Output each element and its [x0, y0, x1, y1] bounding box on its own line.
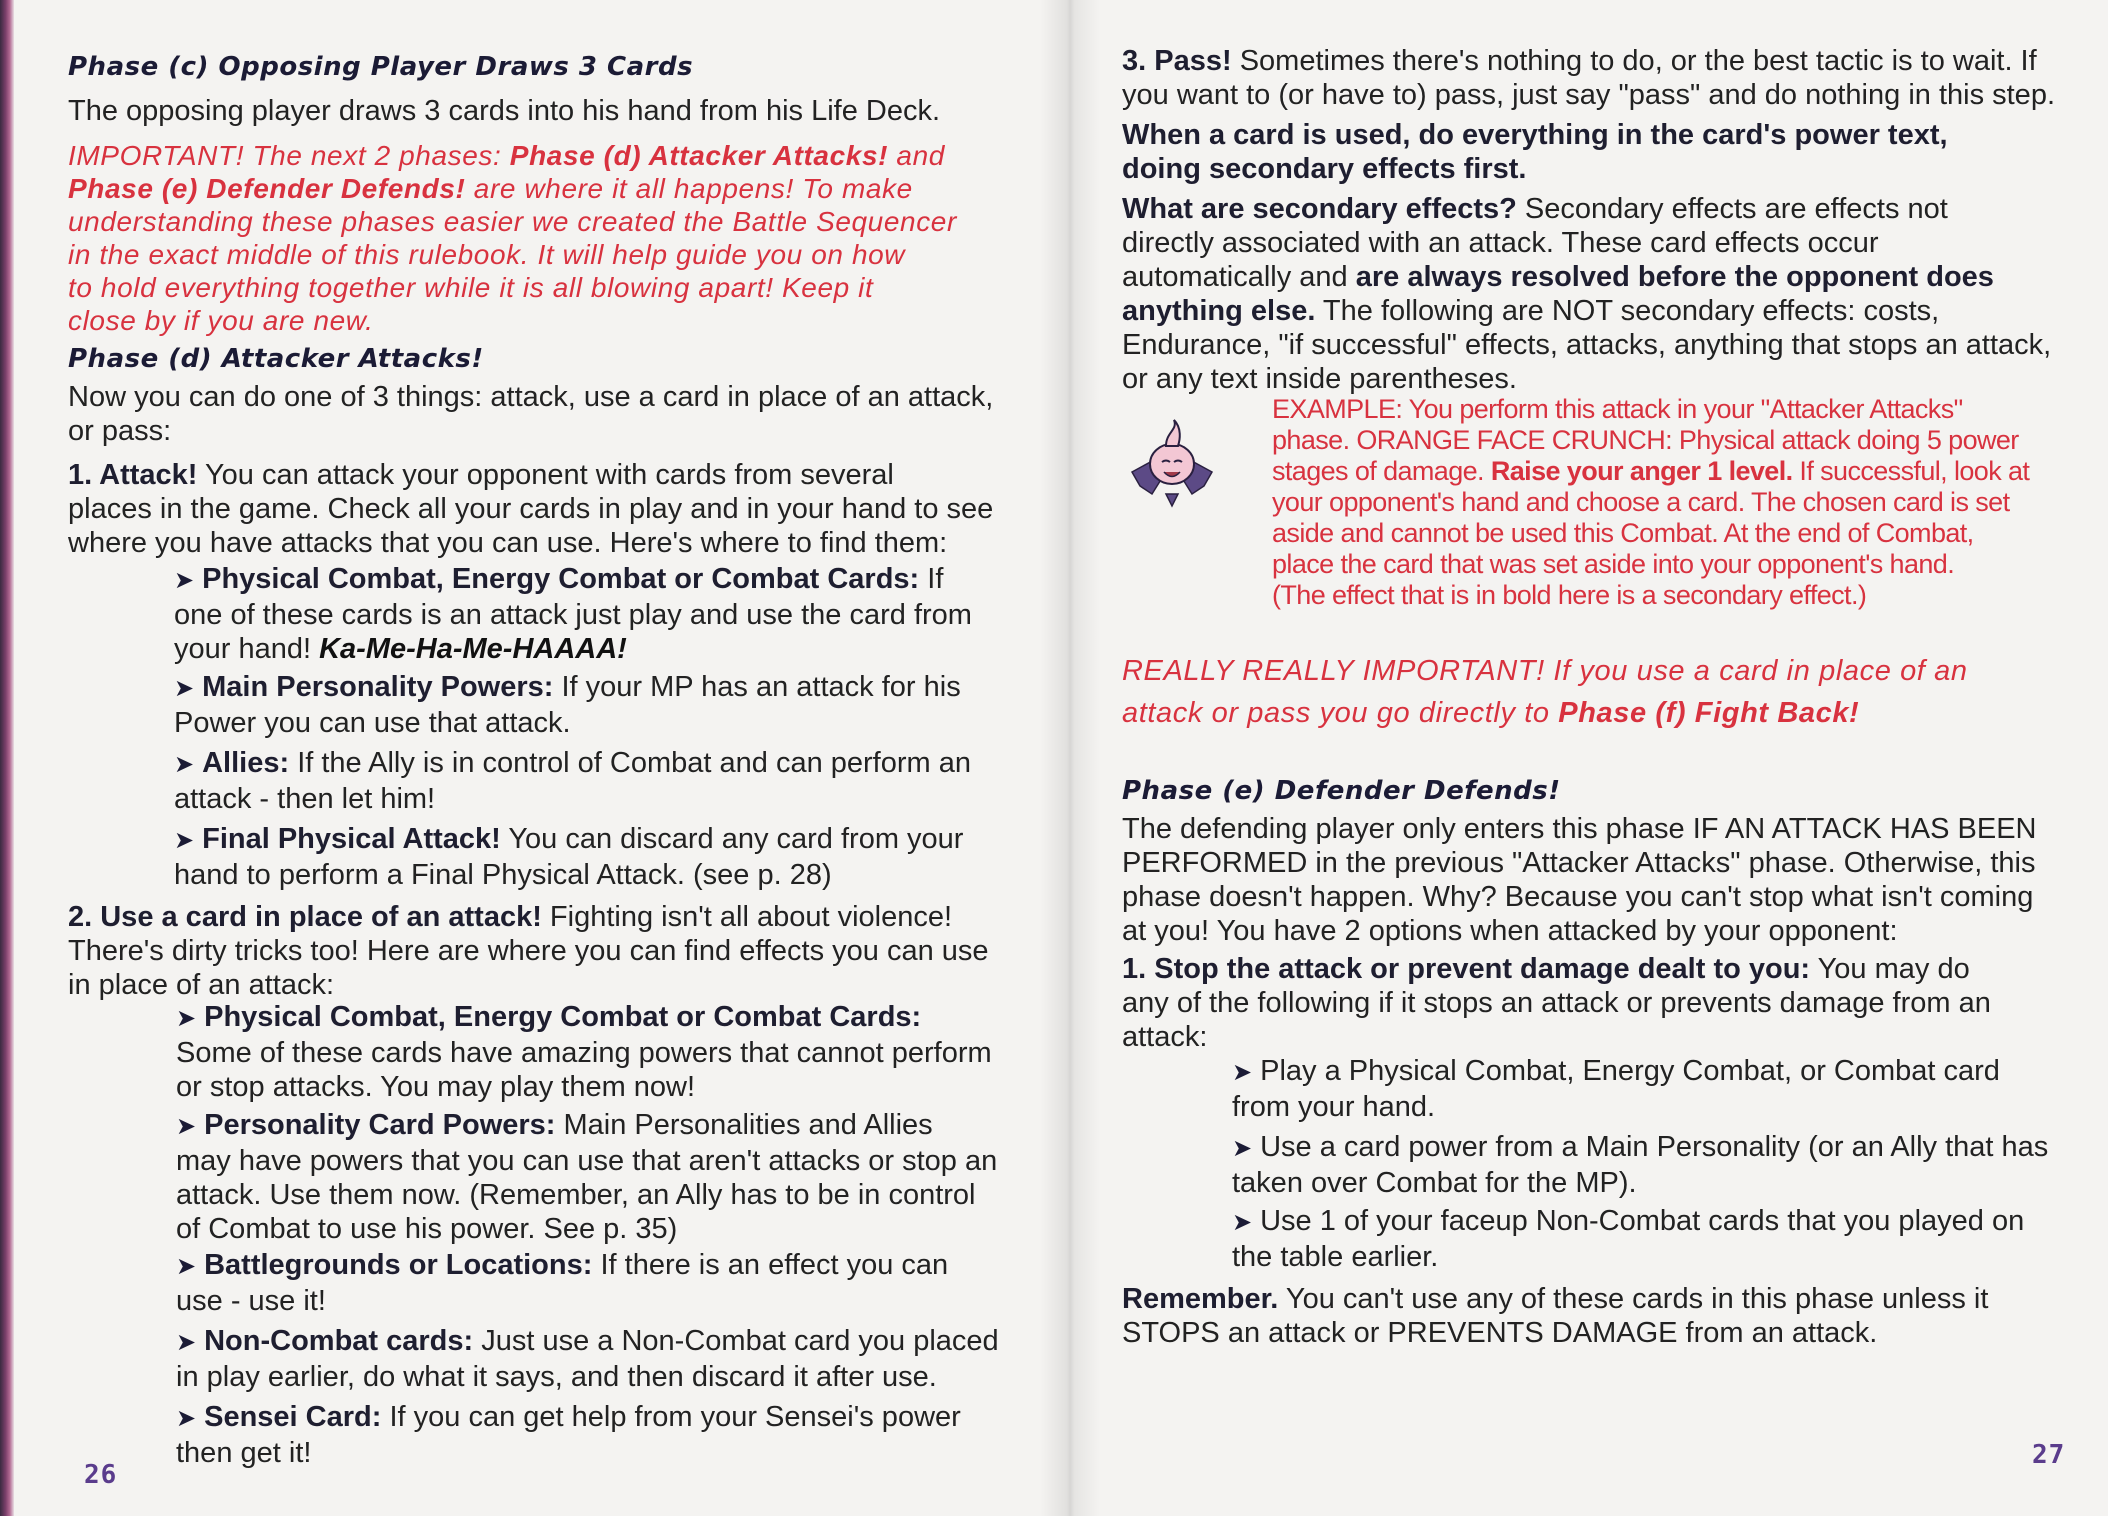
- bullet-line: your hand!: [174, 633, 320, 665]
- important-line-3: understanding these phases easier we created the Battle Sequencer: [68, 206, 957, 237]
- really-line-1: REALLY REALLY IMPORTANT! If you use a card in place of an: [1122, 655, 1968, 687]
- bullet-combat-cards-2: [176, 1000, 992, 1104]
- stop-attack-option: [1122, 952, 1991, 1054]
- bullet-text: You can discard any card from your: [500, 823, 964, 855]
- bullet-label: Non-Combat cards:: [204, 1325, 474, 1357]
- important-rest: are where it all happens! To make: [465, 173, 913, 204]
- important-line-6: close by if you are new.: [68, 305, 374, 336]
- important-note: [68, 139, 1008, 337]
- use-card-label: 2. Use a card in place of an attack!: [68, 901, 542, 933]
- example-line-4: your opponent's hand and choose a card. The chosen card is set: [1272, 487, 2010, 517]
- when-line-2: doing secondary effects first.: [1122, 153, 1527, 185]
- bullet-line: may have powers that you can use that aren't attacks or stop an: [176, 1145, 998, 1177]
- important-and: and: [888, 140, 945, 171]
- arrow-bullet-icon: ➤: [1232, 1135, 1253, 1162]
- left-page: [68, 0, 1016, 1516]
- stop-line-1: You may do: [1810, 953, 1970, 985]
- bullet-text: If the Ally is in control of Combat and can perform an: [289, 747, 971, 779]
- important-line-4: in the exact middle of this rulebook. It will help guide you on how: [68, 239, 906, 270]
- bullet-combat-cards: [174, 562, 972, 666]
- bullet-line: in play earlier, do what it says, and then discard it after use.: [176, 1361, 937, 1393]
- secondary-effects: [1122, 192, 2051, 396]
- bullet-text: If there is an effect you can: [592, 1249, 949, 1281]
- arrow-bullet-icon: ➤: [174, 827, 195, 854]
- secondary-label: What are secondary effects?: [1122, 193, 1517, 225]
- secondary-line-4a: anything else.: [1122, 295, 1316, 327]
- example-line-2: phase. ORANGE FACE CRUNCH: Physical attack doing 5 power: [1272, 425, 2019, 455]
- bullet-label: Allies:: [202, 747, 290, 779]
- remember-line-2: STOPS an attack or PREVENTS DAMAGE from an attack.: [1122, 1317, 1878, 1349]
- phase-d-heading: Phase (d) Attacker Attacks!: [68, 344, 484, 374]
- arrow-bullet-icon: ➤: [176, 1329, 197, 1356]
- bullet-sensei: [176, 1400, 961, 1470]
- phase-e-line-2: PERFORMED in the previous "Attacker Attacks" phase. Otherwise, this: [1122, 847, 2036, 879]
- example-box: [1272, 394, 2072, 611]
- defend-bullet-2: [1232, 1130, 2048, 1200]
- bullet-line: from your hand.: [1232, 1091, 1436, 1123]
- secondary-line-6: or any text inside parentheses.: [1122, 363, 1517, 395]
- phase-c-text: The opposing player draws 3 cards into his hand from his Life Deck.: [68, 95, 941, 127]
- bullet-allies: [174, 746, 971, 816]
- arrow-bullet-icon: ➤: [1232, 1209, 1253, 1236]
- remember-line-1: You can't use any of these cards in this phase unless it: [1278, 1283, 1989, 1315]
- really-important-note: [1122, 650, 1968, 734]
- phase-d-line-1: Now you can do one of 3 things: attack, use a card in place of an attack,: [68, 381, 994, 413]
- bullet-label: Personality Card Powers:: [204, 1109, 556, 1141]
- phase-e-line-3: phase doesn't happen. Why? Because you can't stop what isn't coming: [1122, 881, 2034, 913]
- phase-d-line-2: or pass:: [68, 415, 172, 447]
- phase-e-line-1: The defending player only enters this phase IF AN ATTACK HAS BEEN: [1122, 813, 2037, 845]
- stop-label: 1. Stop the attack or prevent damage dealt to you:: [1122, 953, 1811, 985]
- bullet-text: Use 1 of your faceup Non-Combat cards that you played on: [1260, 1205, 2025, 1237]
- example-line-5: aside and cannot be used this Combat. At the end of Combat,: [1272, 518, 1974, 548]
- stop-line-2: any of the following if it stops an attack or prevents damage from an: [1122, 987, 1991, 1019]
- phase-d-intro: [68, 380, 993, 448]
- bullet-text: If your MP has an attack for his: [553, 671, 961, 703]
- bullet-text: Play a Physical Combat, Energy Combat, or Combat card: [1260, 1055, 2000, 1087]
- attack-line-3: where you have attacks that you can use. Here's where to find them:: [68, 527, 948, 559]
- arrow-bullet-icon: ➤: [176, 1253, 197, 1280]
- bullet-line: of Combat to use his power. See p. 35): [176, 1213, 678, 1245]
- bullet-label: Final Physical Attack!: [202, 823, 501, 855]
- defend-bullet-1: [1232, 1054, 2000, 1124]
- example-line-3a: stages of damage.: [1272, 456, 1491, 486]
- important-phase-e: Phase (e) Defender Defends!: [68, 173, 466, 204]
- use-card-line-3: in place of an attack:: [68, 969, 334, 1001]
- defend-bullet-3: [1232, 1204, 2024, 1274]
- bullet-text: If: [919, 563, 944, 595]
- bullet-label: Main Personality Powers:: [202, 671, 554, 703]
- arrow-bullet-icon: ➤: [174, 675, 195, 702]
- important-line-5: to hold everything together while it is all blowing apart! Keep it: [68, 272, 874, 303]
- arrow-bullet-icon: ➤: [176, 1405, 197, 1432]
- really-phase-f: Phase (f) Fight Back!: [1558, 697, 1860, 729]
- bullet-line: Power you can use that attack.: [174, 707, 571, 739]
- page-edge-decoration: [0, 0, 14, 1516]
- majin-buu-character-icon: [1122, 410, 1222, 510]
- remember-note: [1122, 1282, 1988, 1350]
- use-card-option: [68, 900, 989, 1002]
- use-card-line-2: There's dirty tricks too! Here are where you can find effects you can use: [68, 935, 989, 967]
- bullet-battlegrounds: [176, 1248, 948, 1318]
- phase-e-line-4: at you! You have 2 options when attacked by your opponent:: [1122, 915, 1898, 947]
- when-line-1: When a card is used, do everything in the card's power text,: [1122, 119, 1948, 151]
- kamehameha-text: Ka-Me-Ha-Me-HAAAA!: [319, 633, 627, 665]
- page-number: 27: [2032, 1440, 2066, 1470]
- secondary-line-2: directly associated with an attack. These card effects occur: [1122, 227, 1879, 259]
- bullet-text: If you can get help from your Sensei's power: [381, 1401, 961, 1433]
- really-line-2a: attack or pass you go directly to: [1122, 697, 1559, 729]
- bullet-line: the table earlier.: [1232, 1241, 1439, 1273]
- bullet-line: attack. Use them now. (Remember, an Ally has to be in control: [176, 1179, 976, 1211]
- attack-line-2: places in the game. Check all your cards in play and in your hand to see: [68, 493, 994, 525]
- important-phase-d: Phase (d) Attacker Attacks!: [509, 140, 889, 171]
- book-gutter: [1040, 0, 1100, 1516]
- example-bold-effect: Raise your anger 1 level.: [1490, 456, 1793, 486]
- pass-line-2: you want to (or have to) pass, just say "pass" and do nothing in this step.: [1122, 79, 2055, 111]
- bullet-line: or stop attacks. You may play them now!: [176, 1071, 696, 1103]
- bullet-final-physical-attack: [174, 822, 963, 892]
- example-line-3c: If successful, look at: [1792, 456, 2030, 486]
- bullet-non-combat: [176, 1324, 999, 1394]
- when-used-rule: [1122, 118, 1948, 186]
- page-number: 26: [84, 1460, 118, 1490]
- bullet-line: use - use it!: [176, 1285, 326, 1317]
- attack-option: [68, 458, 993, 560]
- bullet-text: Use a card power from a Main Personality (or an Ally that has: [1260, 1131, 2049, 1163]
- bullet-label: Physical Combat, Energy Combat or Combat Cards:: [202, 563, 920, 595]
- bullet-line: one of these cards is an attack just play and use the card from: [174, 599, 972, 631]
- important-intro: IMPORTANT! The next 2 phases:: [68, 140, 510, 171]
- arrow-bullet-icon: ➤: [174, 567, 195, 594]
- phase-e-intro: [1122, 812, 2036, 948]
- bullet-text: Main Personalities and Allies: [555, 1109, 933, 1141]
- bullet-line: Some of these cards have amazing powers that cannot perform: [176, 1037, 992, 1069]
- arrow-bullet-icon: ➤: [1232, 1059, 1253, 1086]
- bullet-mp-powers: [174, 670, 961, 740]
- bullet-text: Just use a Non-Combat card you placed: [473, 1325, 999, 1357]
- bullet-line: taken over Combat for the MP).: [1232, 1167, 1637, 1199]
- pass-line-1: Sometimes there's nothing to do, or the best tactic is to wait. If: [1231, 45, 2037, 77]
- phase-c-heading: Phase (c) Opposing Player Draws 3 Cards: [68, 52, 694, 82]
- right-page: [1122, 0, 2072, 1516]
- arrow-bullet-icon: ➤: [176, 1113, 197, 1140]
- secondary-line-1: Secondary effects are effects not: [1516, 193, 1948, 225]
- arrow-bullet-icon: ➤: [176, 1005, 197, 1032]
- pass-option: [1122, 44, 2055, 112]
- secondary-line-4b: The following are NOT secondary effects: costs,: [1315, 295, 1940, 327]
- bullet-line: hand to perform a Final Physical Attack. (see p. 28): [174, 859, 832, 891]
- arrow-bullet-icon: ➤: [174, 751, 195, 778]
- bullet-line: attack - then let him!: [174, 783, 436, 815]
- example-line-1: EXAMPLE: You perform this attack in your "Attacker Attacks": [1272, 394, 1963, 424]
- secondary-line-5: Endurance, "if successful" effects, attacks, anything that stops an attack,: [1122, 329, 2052, 361]
- example-line-6: place the card that was set aside into your opponent's hand.: [1272, 549, 1955, 579]
- example-line-7: (The effect that is in bold here is a secondary effect.): [1272, 580, 1867, 610]
- bullet-line: then get it!: [176, 1437, 312, 1469]
- stop-line-3: attack:: [1122, 1021, 1208, 1053]
- phase-e-heading: Phase (e) Defender Defends!: [1122, 776, 1561, 806]
- bullet-label: Sensei Card:: [204, 1401, 382, 1433]
- remember-label: Remember.: [1122, 1283, 1279, 1315]
- secondary-line-3b: are always resolved before the opponent does: [1355, 261, 1994, 293]
- pass-label: 3. Pass!: [1122, 45, 1232, 77]
- bullet-personality-powers: [176, 1108, 997, 1246]
- bullet-label: Battlegrounds or Locations:: [204, 1249, 593, 1281]
- attack-label: 1. Attack!: [68, 459, 198, 491]
- use-card-line-1: Fighting isn't all about violence!: [541, 901, 953, 933]
- attack-line-1: You can attack your opponent with cards from several: [197, 459, 894, 491]
- bullet-label: Physical Combat, Energy Combat or Combat Cards:: [204, 1001, 922, 1033]
- secondary-line-3a: automatically and: [1122, 261, 1356, 293]
